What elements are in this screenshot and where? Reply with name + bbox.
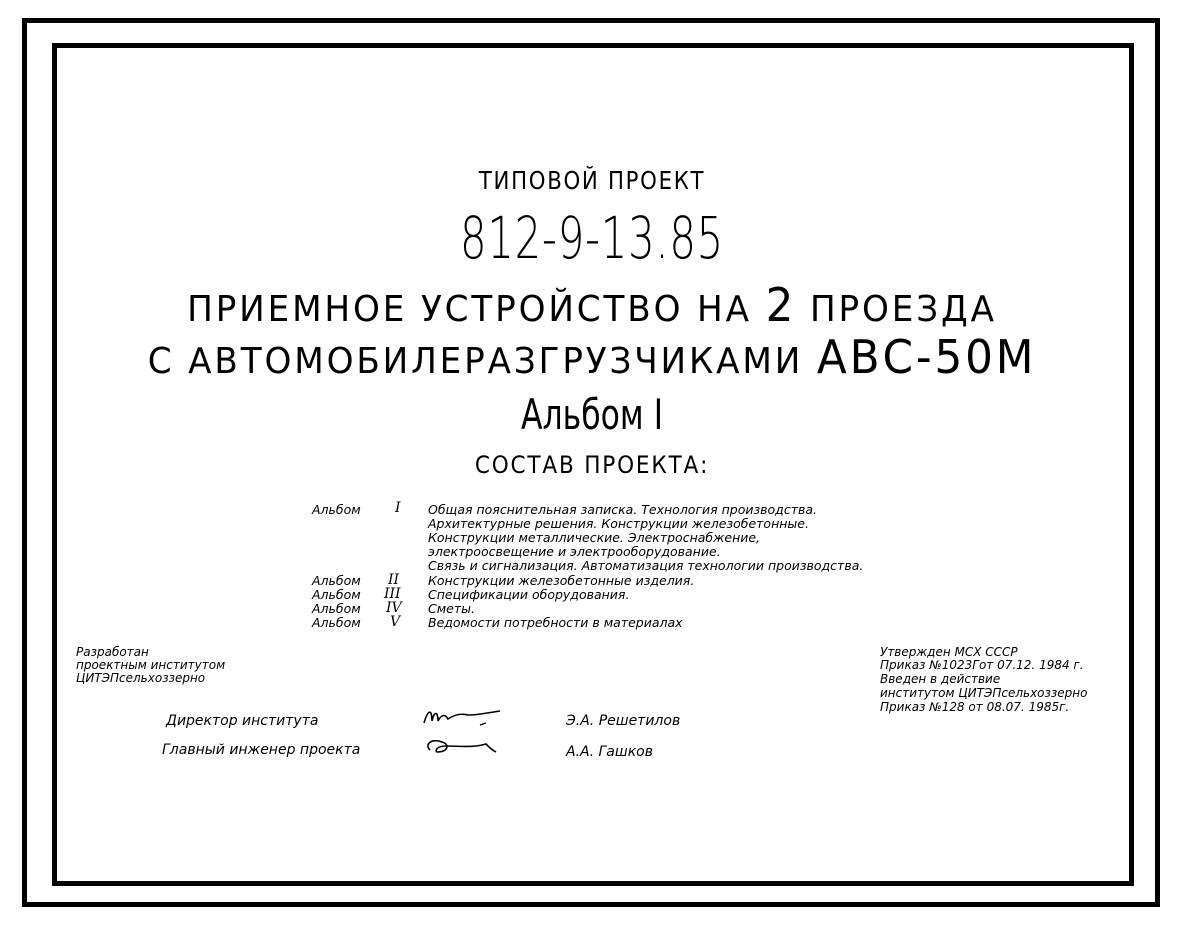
approved-line: институтом ЦИТЭПсельхоззерно	[880, 686, 1088, 700]
title-line-1	[30, 278, 1155, 332]
approved-line: Введен в действие	[880, 672, 1001, 686]
title-line-1-big: 2	[765, 278, 797, 332]
title-line-2	[30, 330, 1155, 384]
approved-line: Утвержден МСХ СССР	[880, 645, 1018, 659]
composition-number: III	[384, 586, 401, 602]
title-line-1-pre: ПРИЕМНОЕ УСТРОЙСТВО НА	[187, 289, 766, 330]
handwritten-signature-chief-engineer	[420, 734, 510, 760]
composition-label: Альбом	[312, 587, 361, 602]
composition-label: Альбом	[312, 615, 361, 630]
composition-line: Конструкции металлические. Электроснабжение,	[428, 530, 761, 545]
handwritten-signature-director	[420, 703, 510, 731]
composition-number: II	[388, 572, 400, 588]
composition-line: Сметы.	[428, 601, 475, 616]
composition-label: Альбом	[312, 502, 361, 517]
composition-line: Общая пояснительная записка. Технология производства.	[428, 502, 817, 517]
signature-role: Главный инженер проекта	[162, 742, 361, 758]
developed-line: Разработан	[76, 645, 149, 659]
developed-line: проектным институтом	[76, 658, 226, 672]
signature-name: А.А. Гашков	[566, 744, 653, 760]
composition-line: Ведомости потребности в материалах	[428, 615, 683, 630]
developed-line: ЦИТЭПсельхоззерно	[76, 671, 206, 685]
composition-line: электроосвещение и электрооборудование.	[428, 544, 721, 559]
composition-number: V	[390, 614, 401, 630]
composition-line: Архитектурные решения. Конструкции железобетонные.	[428, 516, 809, 531]
composition-line: Конструкции железобетонные изделия.	[428, 573, 695, 588]
album-title: Альбом I	[520, 390, 664, 439]
project-number: 812-9-13.85	[460, 204, 724, 272]
composition-line: Спецификации оборудования.	[428, 587, 630, 602]
composition-number: I	[395, 500, 401, 516]
document-kicker: ТИПОВОЙ ПРОЕКТ	[478, 166, 706, 195]
approved-line: Приказ №1023Гот 07.12. 1984 г.	[880, 658, 1084, 672]
signature-role: Директор института	[166, 713, 319, 729]
title-line-2-big: АВС-50М	[816, 330, 1037, 384]
composition-label: Альбом	[312, 573, 361, 588]
title-line-2-pre: С АВТОМОБИЛЕРАЗГРУЗЧИКАМИ	[147, 341, 817, 382]
composition-line: Связь и сигнализация. Автоматизация технологии производства.	[428, 558, 864, 573]
approved-line: Приказ №128 от 08.07. 1985г.	[880, 700, 1070, 714]
composition-label: Альбом	[312, 601, 361, 616]
composition-heading: СОСТАВ ПРОЕКТА:	[474, 451, 710, 479]
composition-number: IV	[386, 600, 402, 616]
title-line-1-post: ПРОЕЗДА	[796, 289, 997, 330]
signature-name: Э.А. Решетилов	[566, 713, 681, 729]
